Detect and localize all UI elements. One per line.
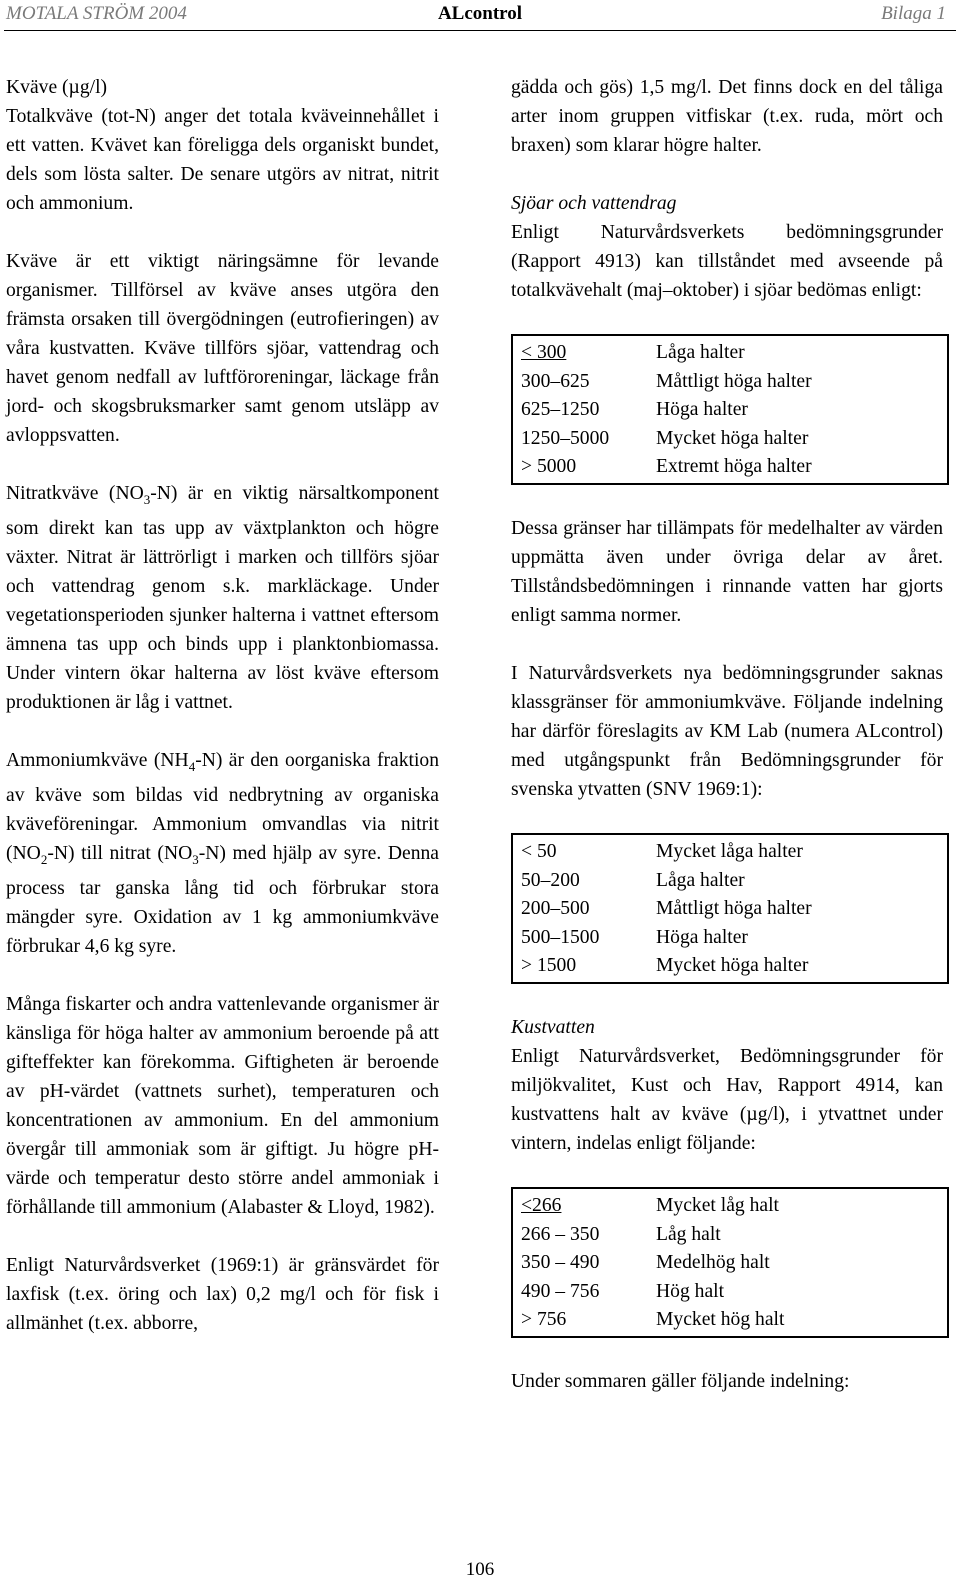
subheading-lakes: Sjöar och vattendrag [511, 193, 677, 214]
table-row: <266 Mycket låg halt [521, 1194, 779, 1216]
table-total-nitrogen-lakes [511, 334, 949, 485]
right-column [511, 73, 943, 1396]
paragraph-limits-applied: Dessa gränser har tillämpats för medelhalter av värden uppmätta även under övriga delar av året. Tillståndsbedömningen i rinnande vatten har gjorts enligt samma normer. [511, 517, 943, 626]
table-row: 200–500 Måttligt höga halter [521, 898, 812, 920]
header-appendix: Bilaga 1 [881, 3, 946, 24]
paragraph-gransvarde: Enligt Naturvårdsverket (1969:1) är gränsvärdet för laxfisk (t.ex. öring och lax) 0,2 mg/l och för fisk i allmänhet (t.ex. abborre, [6, 1254, 439, 1334]
table-row: 300–625 Måttligt höga halter [521, 370, 812, 392]
paragraph-coast-criteria: Enligt Naturvårdsverket, Bedömningsgrunder för miljökvalitet, Kust och Hav, Rapport 4914, kan kustvattens halt av kväve (µg/l), i ytvattnet under vintern, indelas enligt följande: [511, 1045, 943, 1154]
subheading-coast: Kustvatten [511, 1016, 595, 1038]
paragraph-nitratkvave: Nitratkväve $(NO_3-N)$ är en viktig närsaltkomponent som direkt kan tas upp av växtplankton och högre växter. Nitrat är lättrörligt i marken och tillförs sjöar och vattendrag genom s.k. markläckage. Under vegetationsperioden sjunker halterna i vattnet eftersom ämnena tas upp och binds upp i planktonbiomassa. Under vintern ökar halterna av löst kväve eftersom produktionen är låg i vattnet. [6, 483, 439, 713]
page-header [0, 0, 960, 44]
table-row: > 1500 Mycket höga halter [521, 955, 809, 977]
table-row: > 756 Mycket hög halt [521, 1309, 785, 1331]
table-row: < 300 Låga halter [521, 342, 745, 363]
header-report-title: MOTALA STRÖM 2004 [6, 3, 187, 24]
table-row: 350 – 490 Medelhög halt [521, 1252, 770, 1274]
table-row: 1250–5000 Mycket höga halter [521, 427, 809, 449]
section-heading: Kväve (µg/l) [6, 77, 108, 98]
paragraph-ammonium-classes: I Naturvårdsverkets nya bedömningsgrunder saknas klassgränser för ammoniumkväve. Följande indelning har därför föreslagits av KM Lab (numera ALcontrol) med utgångspunkt från Bedömningsgrunder för svenska ytvatten (SNV 1969:1): [511, 662, 943, 800]
table-row: 625–1250 Höga halter [521, 399, 748, 421]
table-row: > 5000 Extremt höga halter [521, 456, 812, 478]
table-ammonium [511, 833, 949, 984]
paragraph-lakes-criteria: Enligt Naturvårdsverkets bedömningsgrunder (Rapport 4913) kan tillståndet med avseende på totalkvävehalt (maj–oktober) i sjöar bedömas enligt: [511, 222, 943, 301]
left-column [6, 73, 439, 1338]
page-number: 106 [465, 1559, 495, 1580]
table-row: 50–200 Låga halter [521, 869, 745, 891]
paragraph-fiskarter: Många fiskarter och andra vattenlevande organismer är känsliga för höga halter av ammonium beroende på att gifteffekter kan förekomma. Giftigheten är beroende av pH-värdet (vattnets surhet), temperaturen och koncentrationen av ammonium. En del ammonium övergår till ammoniak som är giftigt. Ju högre pH-värde och temperatur desto större andel ammoniak i förhållande till ammonium (Alabaster & Lloyd, 1982). [6, 993, 439, 1218]
table-row: 490 – 756 Hög halt [521, 1280, 725, 1302]
header-company: ALcontrol [437, 3, 523, 24]
table-row: < 50 Mycket låga halter [521, 840, 803, 862]
paragraph-ammoniumkvave: Ammoniumkväve $(NH_4-N)$ är den oorganiska fraktion av kväve som bildas vid nedbrytning av organiska kväveföreningar. Ammonium omvandlas via nitrit $(NO_2-N)$ till nitrat $(NO_3-N)$ med hjälp av syre. Denna process tar ganska lång tid och förbrukar stora mängder syre. Oxidation av 1 kg ammoniumkväve förbrukar 4,6 kg syre. [6, 749, 439, 957]
table-row: 500–1500 Höga halter [521, 926, 748, 948]
table-coast-nitrogen [511, 1187, 949, 1338]
header-rule [4, 30, 956, 31]
paragraph-naringsamne: Kväve är ett viktigt näringsämne för levande organismer. Tillförsel av kväve anses utgöra den främsta orsaken till övergödningen (eutrofieringen) av våra kustvatten. Kväve tillförs sjöar, vattendrag och havet genom nedfall av luftföroreningar, läckage från jord- och skogsbruksmarker samt genom utsläpp av avloppsvatten. [6, 251, 439, 446]
paragraph-totalkvave: Totalkväve (tot-N) anger det totala kväveinnehållet i ett vatten. Kvävet kan föreligga dels organiskt bundet, dels som lösta salter. De senare utgörs av nitrat, nitrit och ammonium. [6, 106, 439, 214]
paragraph-continued: gädda och gös) 1,5 mg/l. Det finns dock en del tåliga arter inom gruppen vitfiskar (t.ex. ruda, mört och braxen) som klarar högre halter. [511, 77, 943, 156]
table-row: 266 – 350 Låg halt [521, 1223, 721, 1245]
paragraph-summer: Under sommaren gäller följande indelning: [511, 1370, 850, 1392]
